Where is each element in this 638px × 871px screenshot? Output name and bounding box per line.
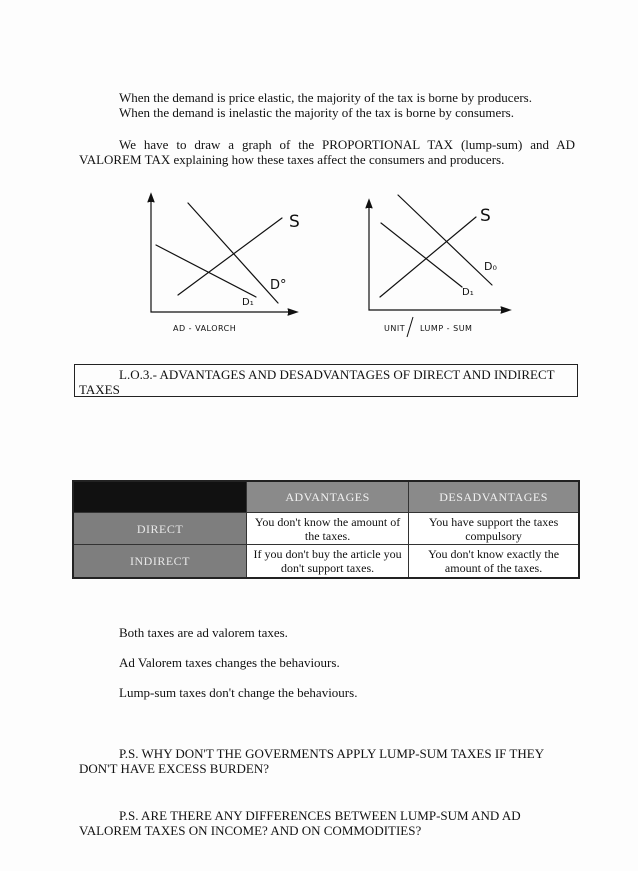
right-graph-supply-line	[380, 217, 476, 297]
right-graph-caption-part2: LUMP - SUM	[420, 324, 473, 333]
elasticity-line-2: When the demand is inelastic the majority of the tax is borne by consumers.	[119, 105, 514, 120]
statement-lump-sum-behaviour: Lump-sum taxes don't change the behaviours.	[119, 685, 358, 700]
left-graph-arrow-x	[288, 309, 297, 315]
left-graph-y-axis	[151, 197, 294, 312]
left-graph-supply-label: S	[289, 212, 300, 232]
table-row	[73, 545, 579, 578]
right-graph-supply-label: S	[480, 206, 491, 226]
statement-both-ad-valorem: Both taxes are ad valorem taxes.	[119, 625, 288, 640]
section-heading-line-1: L.O.3.- ADVANTAGES AND DESADVANTAGES OF DIRECT AND INDIRECT	[119, 367, 555, 382]
ps-question-1: P.S. WHY DON'T THE GOVERMENTS APPLY LUMP-SUM TAXES IF THEY DON'T HAVE EXCESS BURDEN?	[79, 746, 544, 776]
left-graph-demand-0	[188, 203, 278, 303]
indirect-advantage: If you don't buy the article you don't support taxes.	[247, 545, 409, 578]
right-graph-arrow-x	[501, 307, 510, 313]
table-header-row	[73, 481, 579, 513]
table-corner-cell	[73, 481, 247, 513]
left-graph-caption: AD - VALORCH	[173, 324, 237, 333]
row-label-indirect: INDIRECT	[73, 545, 247, 578]
direct-disadvantage: You have support the taxes compulsory	[409, 513, 579, 545]
right-graph-caption-part1: UNIT	[384, 324, 406, 333]
table-row	[73, 513, 579, 545]
row-label-direct: DIRECT	[73, 513, 247, 545]
indirect-disadvantage: You don't know exactly the amount of the taxes.	[409, 545, 579, 578]
left-graph-arrow-y	[148, 194, 154, 202]
header-disadvantages: DESADVANTAGES	[409, 481, 579, 513]
advantages-table	[72, 480, 580, 579]
right-graph-arrow-y	[366, 200, 372, 208]
right-graph-demand-0	[398, 195, 492, 285]
section-heading-line-2: TAXES	[79, 382, 120, 397]
right-graph-caption-slash	[407, 317, 413, 337]
direct-advantage: You don't know the amount of the taxes.	[247, 513, 409, 545]
left-graph-demand-0-label: D°	[270, 278, 287, 293]
elasticity-line-1: When the demand is price elastic, the majority of the tax is borne by producers.	[119, 90, 532, 105]
right-graph-demand-1-label: D₁	[462, 287, 474, 298]
ps-question-2: P.S. ARE THERE ANY DIFFERENCES BETWEEN LUMP-SUM AND AD VALOREM TAXES ON INCOME? AND ON COMMODITIES?	[79, 808, 521, 838]
elasticity-paragraph	[119, 90, 619, 120]
right-graph-demand-1	[381, 223, 462, 287]
section-heading-box	[74, 364, 578, 397]
tax-graphs	[0, 185, 638, 340]
graph-instruction-paragraph: We have to draw a graph of the PROPORTIONAL TAX (lump-sum) and AD VALOREM TAX explaining how these taxes affect the consumers and producers.	[79, 137, 575, 167]
header-advantages: ADVANTAGES	[247, 481, 409, 513]
right-graph-demand-0-label: D₀	[484, 260, 497, 273]
statement-ad-valorem-behaviour: Ad Valorem taxes changes the behaviours.	[119, 655, 340, 670]
left-graph-demand-1-label: D₁	[242, 297, 254, 308]
left-graph-demand-1	[156, 245, 256, 297]
